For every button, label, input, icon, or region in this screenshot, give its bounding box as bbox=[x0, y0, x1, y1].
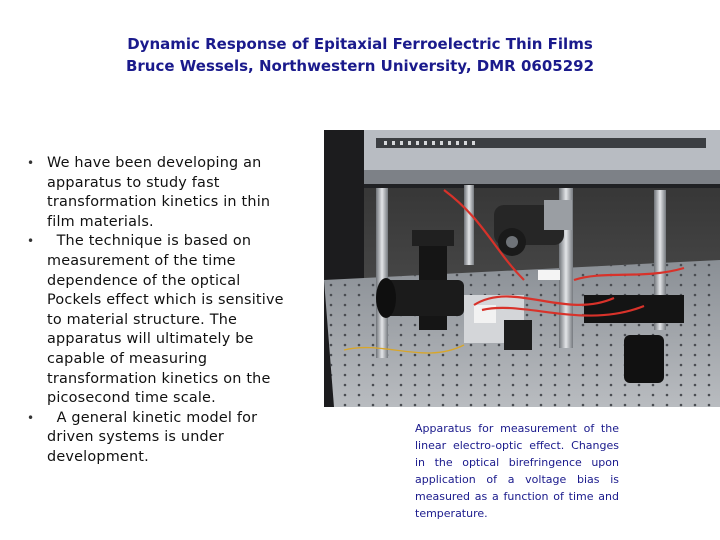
bullet-item bbox=[27, 154, 297, 232]
slide-title bbox=[0, 33, 720, 77]
photo-caption: Apparatus for measurement of the linear electro-optic effect. Changes in the optical birefringence upon application of a voltage bias is measured as a function of time and temperature. bbox=[415, 422, 619, 520]
bullet-marker: • bbox=[27, 410, 35, 425]
bullet-list bbox=[27, 154, 297, 468]
bullet-text: We have been developing an apparatus to study fast transformation kinetics in thin film materials. bbox=[47, 155, 275, 230]
bullet-text: The technique is based on measurement of the time dependence of the optical Pockels effect which is sensitive to material structure. The apparatus will ultimately be capable of measuring transformation kinetics on the picosecond time scale. bbox=[47, 233, 289, 407]
bullet-item bbox=[27, 232, 297, 408]
bullet-item bbox=[27, 409, 297, 468]
apparatus-photo-illustration bbox=[324, 130, 720, 407]
bullet-marker: • bbox=[27, 156, 35, 170]
title-line-2: Bruce Wessels, Northwestern University, DMR 0605292 bbox=[125, 57, 595, 75]
apparatus-photo bbox=[324, 130, 720, 407]
bullet-marker: • bbox=[27, 234, 35, 249]
title-line-1: Dynamic Response of Epitaxial Ferroelectric Thin Films bbox=[127, 35, 593, 53]
bullet-text: A general kinetic model for driven systems is under development. bbox=[47, 409, 263, 465]
